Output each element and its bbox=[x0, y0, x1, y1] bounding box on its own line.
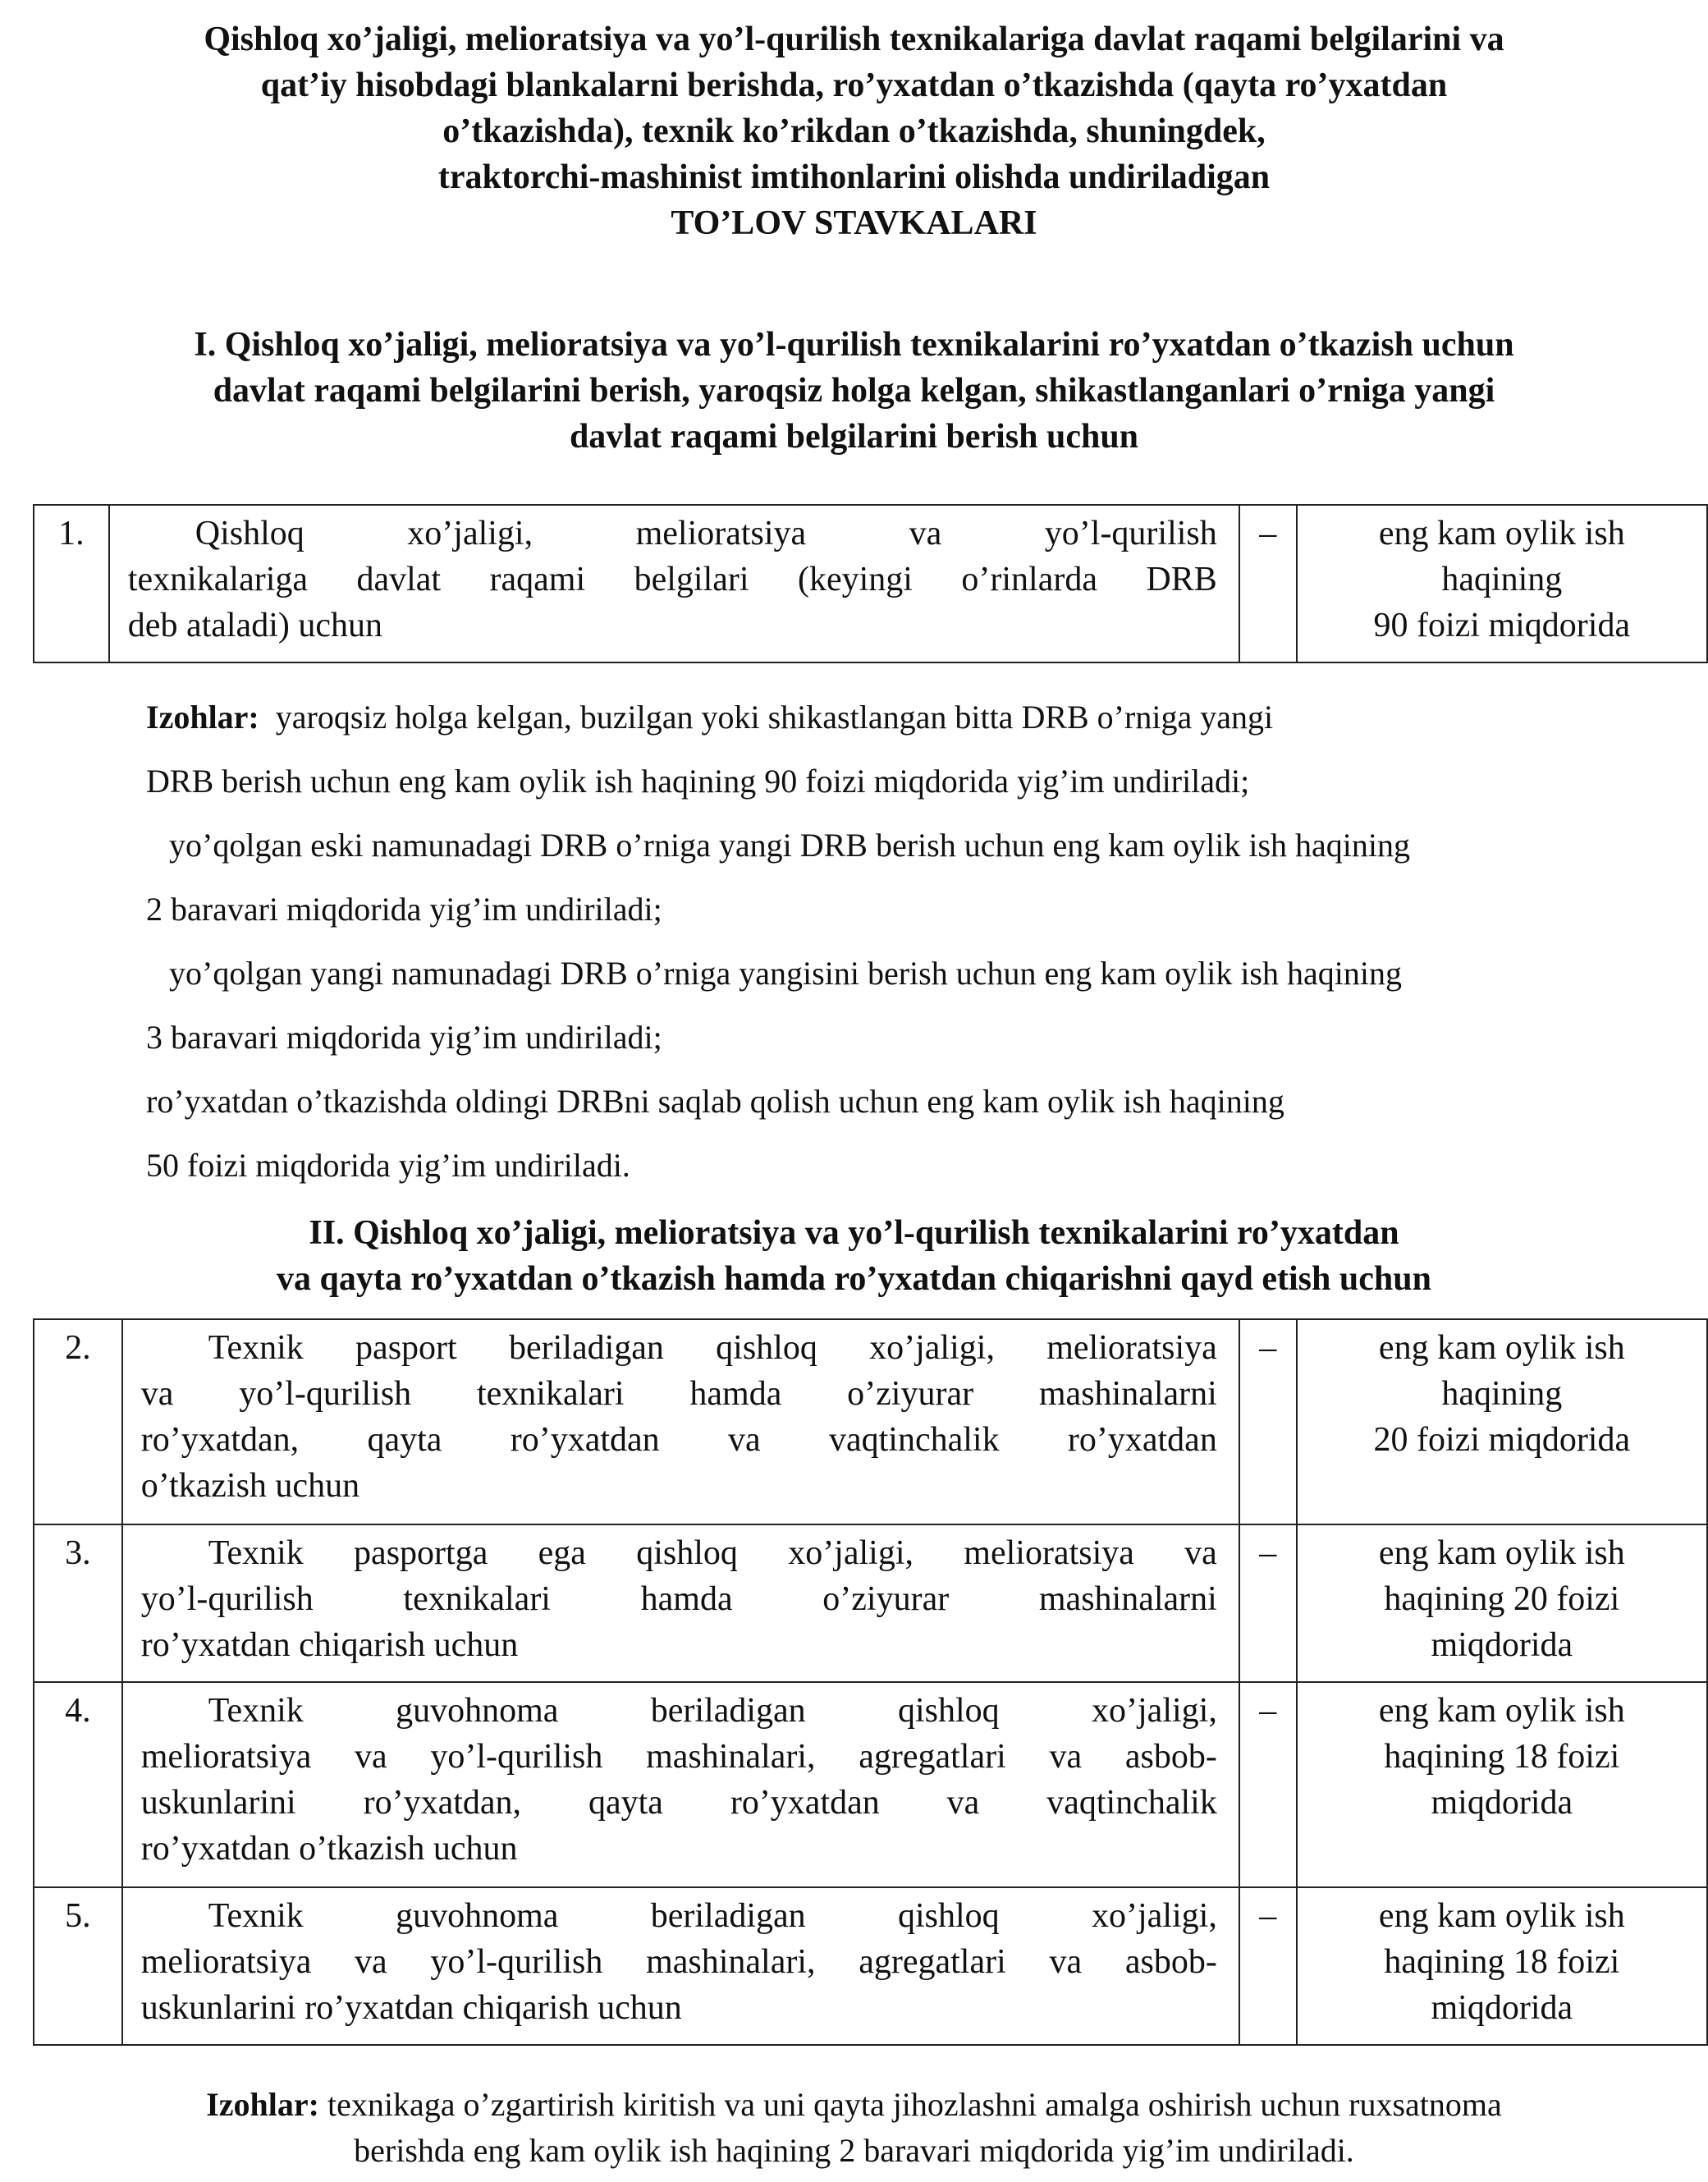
final-note-line bbox=[33, 2082, 1675, 2128]
section-2-table bbox=[33, 1318, 1708, 2046]
rate-line: 90 foizi miqdorida bbox=[1373, 607, 1631, 644]
description-line: ro’yxatdan, qayta ro’yxatdan va vaqtinchalik ro’yxatdan bbox=[140, 1421, 1217, 1459]
note-line: 50 foizi miqdorida yig’im undiriladi. bbox=[146, 1147, 630, 1184]
section-1-notes bbox=[146, 685, 1410, 1198]
description-line: melioratsiya va yo’l-qurilish mashinalari, agregatlari va asbob- bbox=[140, 1943, 1217, 1981]
title-line: qat’iy hisobdagi blankalarni berishda, ro’yxatdan o’tkazishda (qayta ro’yxatdan bbox=[260, 66, 1448, 104]
rate-line: haqining 18 foizi bbox=[1384, 1738, 1620, 1776]
description-line: Qishloq xo’jaligi, melioratsiya va yo’l-qurilish bbox=[195, 515, 1217, 552]
rate-line: eng kam oylik ish bbox=[1378, 1692, 1625, 1730]
row-description bbox=[122, 1682, 1239, 1887]
note-line bbox=[146, 685, 1410, 749]
final-note-text: texnikaga o’zgartirish kiritish va uni qayta jihozlashni amalga oshirish uchun ruxsatnoma bbox=[327, 2086, 1502, 2123]
row-rate bbox=[1297, 1887, 1707, 2045]
row-description bbox=[109, 505, 1239, 662]
rate-line: haqining bbox=[1441, 1375, 1563, 1413]
heading-line: davlat raqami belgilarini berish, yaroqsiz holga kelgan, shikastlanganlari o’rniga yangi bbox=[213, 372, 1495, 410]
title-line: Qishloq xo’jaligi, melioratsiya va yo’l-qurilish texnikalariga davlat raqami belgilarini va bbox=[204, 21, 1504, 58]
table-row bbox=[34, 1319, 1707, 1524]
section-1-table bbox=[33, 504, 1708, 663]
note-line: DRB berish uchun eng kam oylik ish haqining 90 foizi miqdorida yig’im undiriladi; bbox=[146, 763, 1250, 800]
row-dash: – bbox=[1239, 1887, 1297, 2045]
rate-line: eng kam oylik ish bbox=[1378, 515, 1625, 552]
description-line: Texnik guvohnoma beriladigan qishloq xo’jaligi, bbox=[208, 1897, 1217, 1935]
note-line: yo’qolgan eski namunadagi DRB o’rniga yangi DRB berish uchun eng kam oylik ish haqining bbox=[169, 827, 1410, 864]
title-line: traktorchi-mashinist imtihonlarini olishda undiriladigan bbox=[437, 158, 1271, 196]
note-line: yo’qolgan yangi namunadagi DRB o’rniga yangisini berish uchun eng kam oylik ish haqining bbox=[169, 955, 1402, 992]
rate-line: eng kam oylik ish bbox=[1378, 1897, 1625, 1935]
table-row bbox=[34, 1524, 1707, 1682]
section-2-heading bbox=[33, 1210, 1675, 1302]
note-text: yaroqsiz holga kelgan, buzilgan yoki shikastlangan bitta DRB o’rniga yangi bbox=[275, 699, 1274, 736]
rate-line: haqining bbox=[1441, 561, 1563, 598]
row-rate bbox=[1297, 505, 1707, 662]
description-line: Texnik pasport beriladigan qishloq xo’jaligi, melioratsiya bbox=[208, 1329, 1217, 1367]
document-title bbox=[49, 16, 1659, 246]
final-notes-label: Izohlar: bbox=[206, 2086, 319, 2123]
row-rate bbox=[1297, 1524, 1707, 1682]
description-line: uskunlarini ro’yxatdan chiqarish uchun bbox=[140, 1989, 682, 2027]
row-number: 4. bbox=[34, 1682, 122, 1887]
note-line: 3 baravari miqdorida yig’im undiriladi; bbox=[146, 1019, 662, 1056]
rate-line: miqdorida bbox=[1431, 1989, 1573, 2027]
description-line: deb ataladi) uchun bbox=[127, 607, 382, 644]
final-note-line: berishda eng kam oylik ish haqining 2 baravari miqdorida yig’im undiriladi. bbox=[354, 2132, 1354, 2169]
description-line: o’tkazish uchun bbox=[140, 1467, 360, 1505]
notes-label: Izohlar: bbox=[146, 699, 259, 736]
heading-line: I. Qishloq xo’jaligi, melioratsiya va yo’l-qurilish texnikalarini ro’yxatdan o’tkazish uchun bbox=[194, 326, 1514, 364]
description-line: Texnik pasportga ega qishloq xo’jaligi, melioratsiya va bbox=[208, 1534, 1217, 1572]
row-number: 1. bbox=[34, 505, 109, 662]
row-number: 2. bbox=[34, 1319, 122, 1524]
description-line: uskunlarini ro’yxatdan, qayta ro’yxatdan va vaqtinchalik bbox=[140, 1784, 1217, 1822]
heading-line: II. Qishloq xo’jaligi, melioratsiya va yo’l-qurilish texnikalarini ro’yxatdan bbox=[309, 1214, 1399, 1252]
table-row bbox=[34, 505, 1707, 662]
row-description bbox=[122, 1887, 1239, 2045]
description-line: ro’yxatdan o’tkazish uchun bbox=[140, 1830, 518, 1868]
section-1-heading bbox=[33, 322, 1675, 460]
row-dash: – bbox=[1239, 1682, 1297, 1887]
row-dash: – bbox=[1239, 1524, 1297, 1682]
title-line: TO’LOV STAVKALARI bbox=[671, 204, 1037, 242]
final-note bbox=[33, 2082, 1675, 2174]
row-description bbox=[122, 1524, 1239, 1682]
description-line: Texnik guvohnoma beriladigan qishloq xo’jaligi, bbox=[208, 1692, 1217, 1730]
row-dash: – bbox=[1239, 1319, 1297, 1524]
description-line: melioratsiya va yo’l-qurilish mashinalari, agregatlari va asbob- bbox=[140, 1738, 1217, 1776]
description-line: ro’yxatdan chiqarish uchun bbox=[140, 1626, 519, 1664]
row-number: 3. bbox=[34, 1524, 122, 1682]
row-rate bbox=[1297, 1682, 1707, 1887]
rate-line: miqdorida bbox=[1431, 1784, 1573, 1822]
rate-line: miqdorida bbox=[1431, 1626, 1573, 1664]
title-line: o’tkazishda), texnik ko’rikdan o’tkazishda, shuningdek, bbox=[442, 112, 1266, 150]
note-line: ro’yxatdan o’tkazishda oldingi DRBni saqlab qolish uchun eng kam oylik ish haqining bbox=[146, 1083, 1284, 1120]
description-line: texnikalariga davlat raqami belgilari (keyingi o’rinlarda DRB bbox=[127, 561, 1217, 598]
rate-line: haqining 20 foizi bbox=[1384, 1580, 1620, 1618]
row-description bbox=[122, 1319, 1239, 1524]
rate-line: 20 foizi miqdorida bbox=[1373, 1421, 1631, 1459]
description-line: yo’l-qurilish texnikalari hamda o’ziyurar mashinalarni bbox=[140, 1580, 1217, 1618]
row-number: 5. bbox=[34, 1887, 122, 2045]
note-line: 2 baravari miqdorida yig’im undiriladi; bbox=[146, 891, 662, 928]
heading-line: va qayta ro’yxatdan o’tkazish hamda ro’yxatdan chiqarishni qayd etish uchun bbox=[277, 1260, 1431, 1298]
rate-line: haqining 18 foizi bbox=[1384, 1943, 1620, 1981]
row-rate bbox=[1297, 1319, 1707, 1524]
row-dash: – bbox=[1239, 505, 1297, 662]
table-row bbox=[34, 1682, 1707, 1887]
rate-line: eng kam oylik ish bbox=[1378, 1534, 1625, 1572]
table-row bbox=[34, 1887, 1707, 2045]
heading-line: davlat raqami belgilarini berish uchun bbox=[569, 418, 1139, 456]
rate-line: eng kam oylik ish bbox=[1378, 1329, 1625, 1367]
description-line: va yo’l-qurilish texnikalari hamda o’ziyurar mashinalarni bbox=[140, 1375, 1217, 1413]
